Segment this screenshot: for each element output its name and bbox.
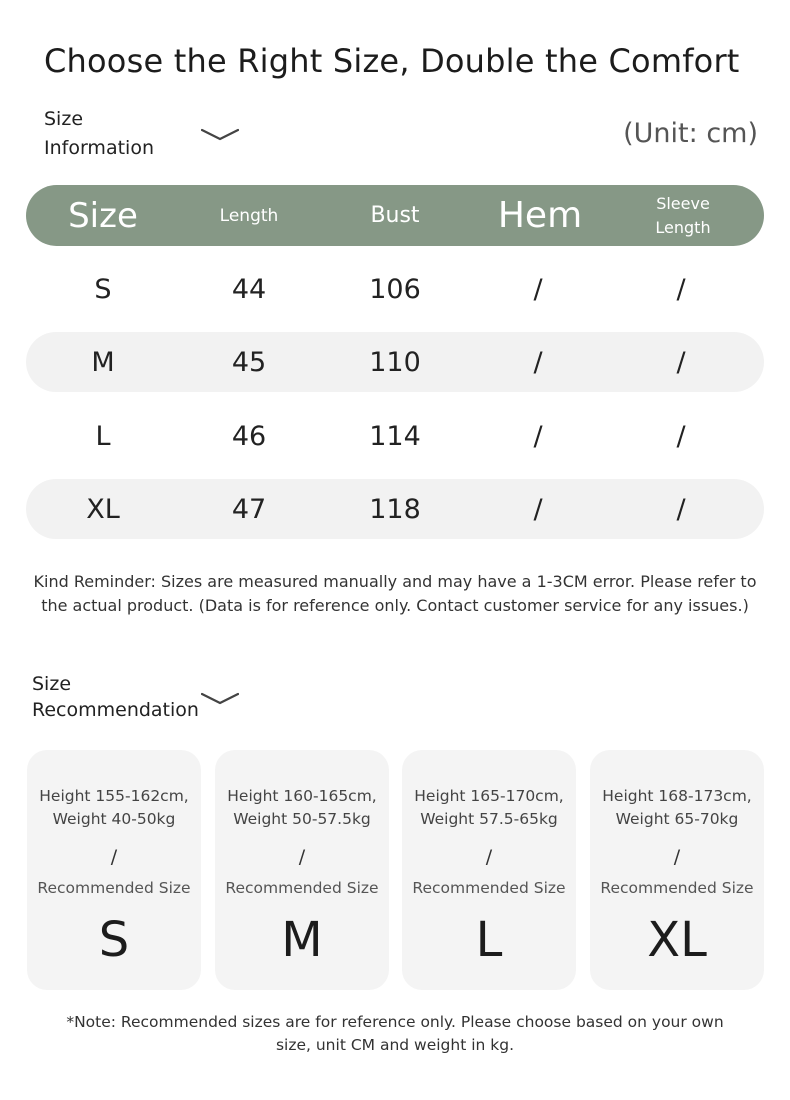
header-hem: Hem	[497, 195, 583, 236]
card-separator: /	[110, 846, 118, 868]
card-weight: Weight 50-57.5kg	[233, 810, 371, 828]
cell-sleeve: /	[676, 346, 686, 378]
table-row	[26, 406, 764, 466]
page-title: Choose the Right Size, Double the Comfort	[44, 42, 740, 80]
cell-sleeve: /	[676, 493, 686, 525]
chevron-down-icon	[201, 128, 239, 142]
reminder-line1: Kind Reminder: Sizes are measured manually and may have a 1-3CM error. Please refer to	[33, 572, 757, 591]
cell-sleeve: /	[676, 420, 686, 452]
card-recommended-label: Recommended Size	[412, 879, 566, 897]
header-sleeve-line2: Length	[655, 217, 711, 237]
size-recommendation-label-line2: Recommendation	[32, 699, 199, 721]
card-recommended-label: Recommended Size	[37, 879, 191, 897]
card-recommended-label: Recommended Size	[600, 879, 754, 897]
card-height: Height 155-162cm,	[39, 787, 189, 805]
recommendation-card	[590, 750, 764, 990]
card-height: Height 168-173cm,	[602, 787, 752, 805]
cell-length: 47	[231, 493, 267, 525]
cell-size: S	[94, 273, 112, 305]
unit-label: (Unit: cm)	[623, 118, 758, 149]
card-recommended-size: L	[475, 912, 503, 968]
table-row	[26, 259, 764, 319]
card-separator: /	[673, 846, 681, 868]
size-information-label	[44, 105, 154, 163]
size-recommendation-label	[32, 671, 199, 723]
header-size: Size	[68, 195, 138, 236]
reminder-line2: the actual product. (Data is for reference only. Contact customer service for any issues.)	[41, 596, 749, 615]
cell-bust: 114	[369, 420, 421, 452]
cell-hem: /	[533, 420, 543, 452]
card-recommended-size: XL	[647, 912, 707, 968]
chevron-down-icon	[201, 692, 239, 706]
card-measurements	[590, 785, 764, 831]
cell-hem: /	[533, 346, 543, 378]
recommendation-card	[27, 750, 201, 990]
footnote	[0, 1011, 790, 1057]
cell-hem: /	[533, 493, 543, 525]
cell-bust: 106	[369, 273, 421, 305]
card-recommended-label: Recommended Size	[225, 879, 379, 897]
cell-length: 44	[231, 273, 267, 305]
cell-bust: 110	[369, 346, 421, 378]
header-sleeve-line1: Sleeve	[656, 193, 710, 213]
size-information-label-line2: Information	[44, 137, 154, 159]
card-measurements	[402, 785, 576, 831]
card-weight: Weight 65-70kg	[615, 810, 739, 828]
card-separator: /	[485, 846, 493, 868]
cell-size: M	[91, 346, 115, 378]
cell-sleeve: /	[676, 273, 686, 305]
table-row	[26, 479, 764, 539]
cell-length: 45	[231, 346, 267, 378]
note-line2: size, unit CM and weight in kg.	[275, 1036, 515, 1054]
cell-length: 46	[231, 420, 267, 452]
cell-bust: 118	[369, 493, 421, 525]
card-separator: /	[298, 846, 306, 868]
header-bust: Bust	[370, 203, 420, 228]
card-measurements	[27, 785, 201, 831]
card-weight: Weight 40-50kg	[52, 810, 176, 828]
size-information-label-line1: Size	[44, 108, 84, 130]
note-line1: *Note: Recommended sizes are for reference only. Please choose based on your own	[66, 1013, 724, 1031]
header-length: Length	[219, 205, 279, 226]
card-height: Height 165-170cm,	[414, 787, 564, 805]
card-recommended-size: S	[98, 912, 130, 968]
table-row	[26, 332, 764, 392]
card-recommended-size: M	[281, 912, 323, 968]
cell-hem: /	[533, 273, 543, 305]
card-height: Height 160-165cm,	[227, 787, 377, 805]
cell-size: XL	[86, 493, 120, 525]
card-measurements	[215, 785, 389, 831]
size-recommendation-label-line1: Size	[32, 673, 72, 695]
size-table-header	[26, 185, 764, 246]
cell-size: L	[95, 420, 111, 452]
header-sleeve-length	[655, 185, 710, 246]
recommendation-card	[402, 750, 576, 990]
kind-reminder	[0, 570, 790, 618]
recommendation-card	[215, 750, 389, 990]
card-weight: Weight 57.5-65kg	[420, 810, 558, 828]
